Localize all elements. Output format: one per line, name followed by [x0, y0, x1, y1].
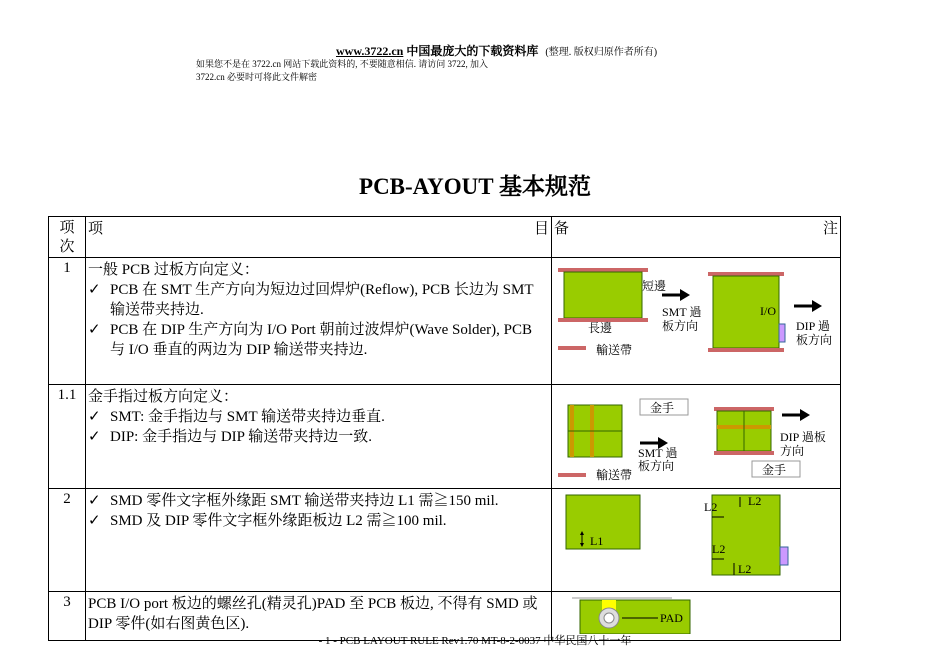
check-icon: ✓ [88, 282, 101, 298]
rules-table [48, 216, 841, 641]
header-remark [552, 217, 841, 258]
page-footer: - 1 - PCB LAYOUT RULE Rev1.70 MT-8-2-0037 中华民国八十一年 [318, 635, 632, 647]
rights-note: (整理. 版权归原作者所有) [545, 47, 658, 58]
conveyor-rail [708, 272, 784, 276]
smt-direction-label: 板方向 [662, 319, 699, 333]
row-content [86, 258, 552, 385]
l2-label: L2 [704, 500, 718, 514]
check-icon: ✓ [88, 513, 101, 529]
header-item-no: 项次 [49, 217, 86, 258]
l2-label: L2 [748, 494, 762, 508]
io-label: I/O [760, 304, 776, 318]
row-heading: 金手指过板方向定义： [88, 389, 239, 405]
short-side-label: 短邊 [642, 279, 667, 293]
smt-direction-label: SMT 過 [638, 446, 678, 460]
bullet-item [88, 280, 549, 320]
bullet-text: PCB 在 DIP 生产方向为 I/O Port 朝前过波焊炉(Wave Solder), PCB 与 I/O 垂直的两边为 DIP 输送带夹持边. [110, 322, 532, 358]
bullet-text: SMD 零件文字框外缘距 SMT 输送带夹持边 L1 需≧150 mil. [110, 493, 499, 509]
arrow-head-icon [680, 289, 690, 301]
site-tagline: 中国最庞大的下载资料库 [406, 44, 539, 58]
row-number: 2 [49, 489, 86, 592]
notice-line: 如果您不是在 3722.cn 网站下载此资料的, 不要随意相信. 请访问 3722, 加入 [196, 59, 488, 69]
arrow-head-icon [812, 300, 822, 312]
l2-label: L2 [738, 562, 752, 576]
pad-figure [552, 592, 840, 634]
row-figure-cell [552, 258, 841, 385]
row-heading: 一般 PCB 过板方向定义： [88, 262, 259, 278]
conveyor-legend-swatch [558, 473, 586, 477]
dip-direction-label: 板方向 [796, 333, 833, 347]
bullet-item [88, 407, 549, 427]
dip-direction-label: DIP 過板 [780, 430, 826, 444]
check-icon: ✓ [88, 429, 101, 445]
download-banner [336, 42, 657, 59]
table-row [49, 385, 841, 489]
pcb-board [564, 272, 642, 318]
table-row [49, 489, 841, 592]
row-text: PCB I/O port 板边的螺丝孔(精灵孔)PAD 至 PCB 板边, 不得有 SMD 或 DIP 零件(如右图黄色区). [88, 596, 538, 632]
document-title: PCB-AYOUT 基本规范 [359, 174, 591, 199]
bullet-item [88, 491, 549, 511]
bullet-item [88, 511, 549, 531]
conveyor-rail [714, 451, 774, 455]
io-connector [779, 324, 785, 342]
long-side-label: 長邊 [588, 321, 613, 335]
conveyor-rail [558, 268, 648, 272]
conveyor-rail [714, 407, 774, 411]
dip-direction-label: 方向 [780, 444, 805, 458]
row-figure-cell [552, 385, 841, 489]
conveyor-rail [708, 348, 784, 352]
row-number: 3 [49, 592, 86, 641]
bullet-text: SMD 及 DIP 零件文字框外缘距板边 L2 需≧100 mil. [110, 513, 447, 529]
site-url-link[interactable]: www.3722.cn [336, 44, 404, 58]
l1-label: L1 [590, 534, 604, 548]
pcb-direction-figure [552, 258, 840, 378]
pad-label: PAD [660, 611, 683, 625]
bullet-text: DIP: 金手指边与 DIP 输送带夹持边一致. [110, 429, 372, 445]
smt-direction-label: 板方向 [638, 459, 675, 473]
l2-label: L2 [712, 542, 726, 556]
arrow-head-icon [800, 409, 810, 421]
row-number: 1 [49, 258, 86, 385]
io-connector [780, 547, 788, 565]
download-notice [196, 58, 556, 84]
gold-finger-label: 金手 [650, 401, 675, 415]
notice-line: 3722.cn 必要时可将此文件解密 [196, 72, 317, 82]
header-item-right: 目 [533, 221, 549, 237]
clearance-figure [552, 489, 840, 585]
smt-direction-label: SMT 過 [662, 305, 702, 319]
check-icon: ✓ [88, 322, 101, 338]
screw-hole-icon [604, 613, 614, 623]
row-content [86, 385, 552, 489]
check-icon: ✓ [88, 493, 101, 509]
bullet-item [88, 427, 549, 447]
header-item-left: 项 [88, 221, 104, 237]
conveyor-legend-swatch [558, 346, 586, 350]
table-header-row [49, 217, 841, 258]
header-item [86, 217, 552, 258]
header-remark-left: 备 [554, 221, 570, 237]
dip-direction-label: DIP 過 [796, 319, 830, 333]
check-icon: ✓ [88, 409, 101, 425]
row-figure-cell [552, 489, 841, 592]
gold-finger-figure [552, 385, 840, 482]
row-number: 1.1 [49, 385, 86, 489]
conveyor-label: 輸送帶 [596, 343, 633, 357]
row-content [86, 489, 552, 592]
bullet-text: SMT: 金手指边与 SMT 输送带夹持边垂直. [110, 409, 385, 425]
gold-finger-label: 金手 [762, 463, 787, 477]
bullet-text: PCB 在 SMT 生产方向为短边过回焊炉(Reflow), PCB 长边为 SMT 输送带夹持边. [110, 282, 534, 318]
table-row [49, 258, 841, 385]
conveyor-label: 輸送帶 [596, 468, 633, 482]
bullet-item [88, 320, 549, 360]
header-remark-right: 注 [822, 221, 838, 237]
